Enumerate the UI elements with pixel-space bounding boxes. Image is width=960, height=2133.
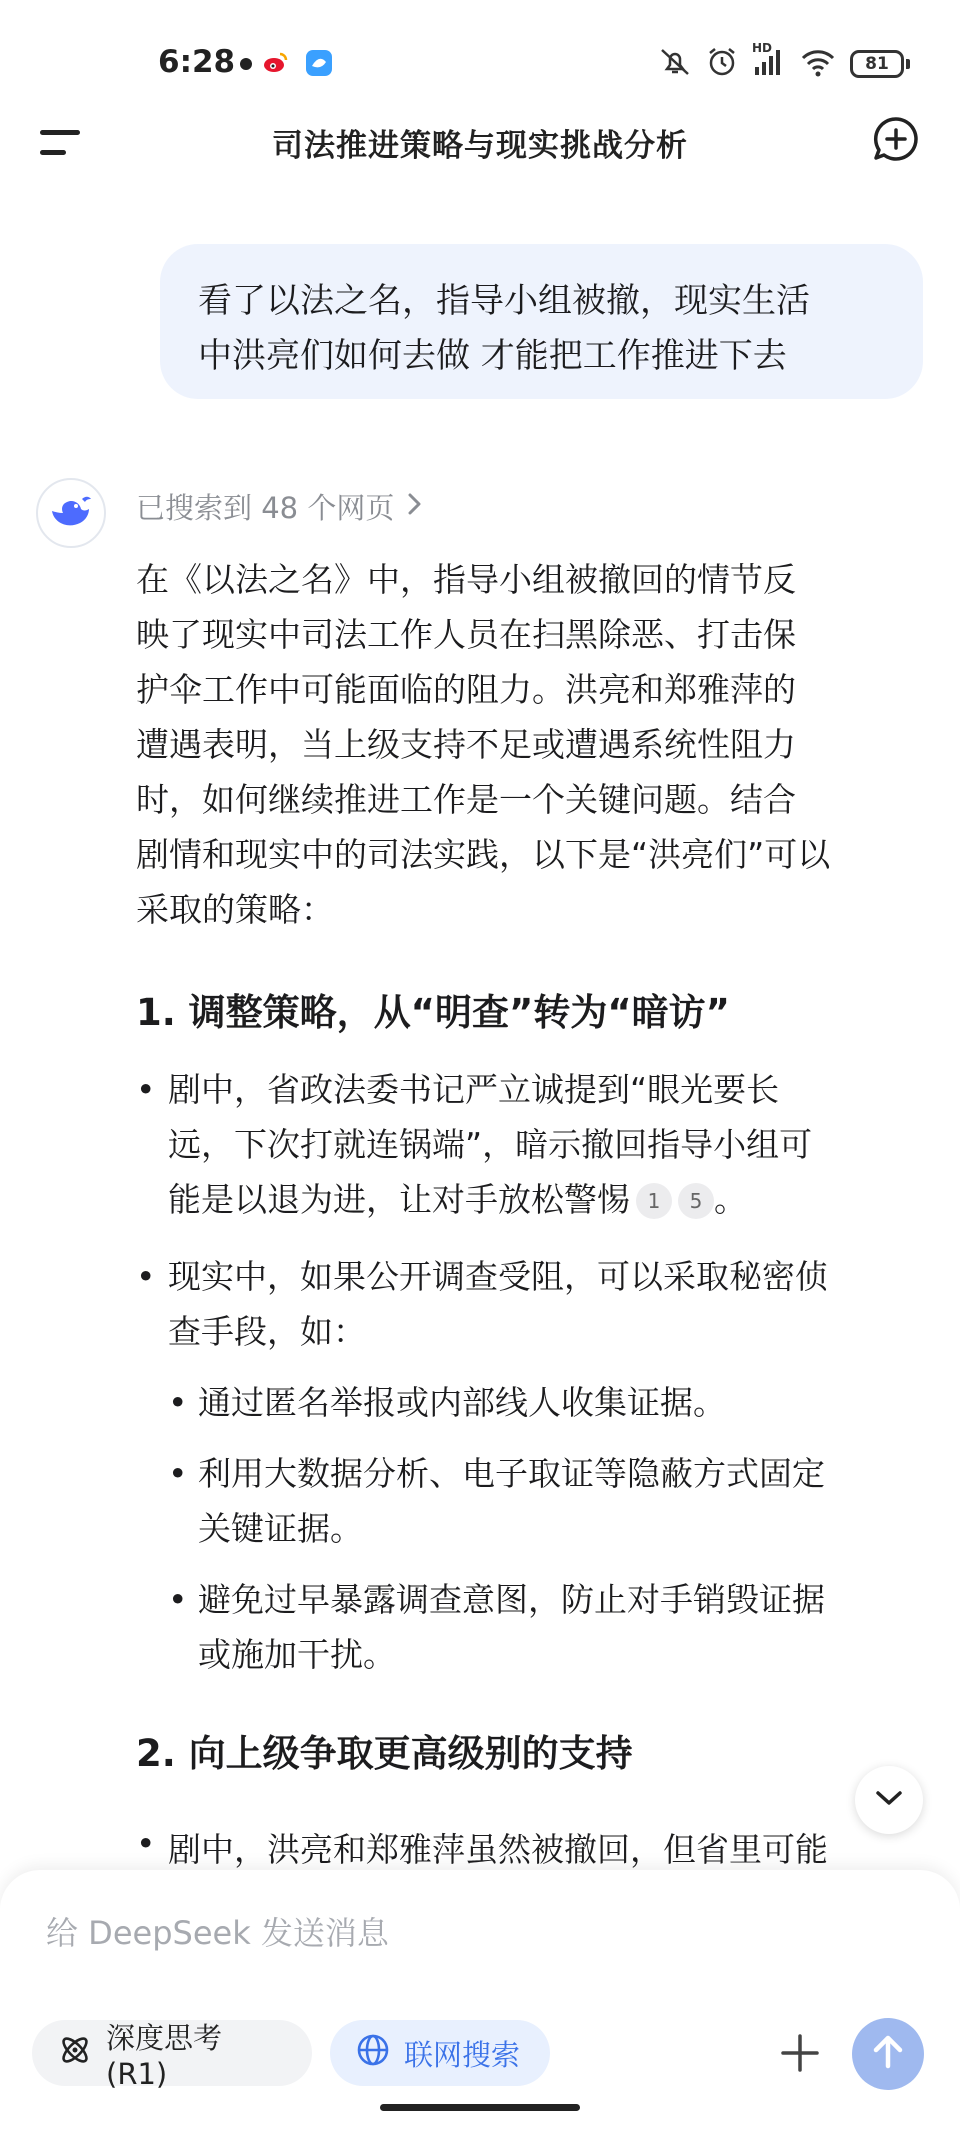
mute-icon [658, 47, 692, 81]
chevron-down-icon [874, 1788, 904, 1812]
send-button[interactable] [852, 2018, 924, 2090]
list-item-end: 。 [714, 1180, 747, 1219]
page-title: 司法推进策略与现实挑战分析 [272, 128, 688, 164]
section-heading: 1. 调整策略，从“明查”转为“暗访” [136, 991, 730, 1034]
sub-list-item-line: 或施加干扰。 [198, 1635, 396, 1674]
partial-list-item-line: 剧中，洪亮和郑雅萍虽然被撤回，但省里可能 [168, 1830, 828, 1869]
battery-level: 81 [865, 54, 889, 74]
list-item-line: 远，下次打就连锅端”，暗示撤回指导小组可 [168, 1125, 813, 1164]
answer-line: 映了现实中司法工作人员在扫黑除恶、打击保 [136, 615, 796, 654]
signal-icon [752, 41, 786, 81]
status-icons [658, 41, 910, 82]
user-message-bubble[interactable] [160, 244, 923, 399]
wifi-icon [800, 47, 836, 81]
notification-dot-icon [240, 58, 252, 70]
list-item [136, 1249, 926, 1682]
home-indicator[interactable] [380, 2104, 580, 2111]
sub-list-item [168, 1375, 926, 1430]
section-heading: 2. 向上级争取更高级别的支持 [136, 1732, 633, 1775]
sub-list-item-line: 利用大数据分析、电子取证等隐蔽方式固定 [198, 1454, 825, 1493]
message-composer [0, 1870, 960, 2133]
search-summary-toggle[interactable] [136, 486, 424, 527]
answer-intro [136, 552, 926, 937]
list-item-line: 查手段，如： [168, 1312, 366, 1351]
arrow-up-icon [870, 2032, 906, 2076]
status-bar [0, 0, 960, 110]
deepseek-avatar-icon [36, 478, 106, 548]
attach-button[interactable] [775, 2028, 825, 2078]
web-search-label: 联网搜索 [404, 2037, 521, 2072]
sub-list-item [168, 1572, 926, 1682]
app-icon [306, 50, 332, 76]
scroll-down-button[interactable] [855, 1766, 923, 1834]
web-search-toggle[interactable] [330, 2020, 550, 2086]
network-label: HD [752, 41, 773, 55]
assistant-answer [136, 552, 926, 1781]
deep-think-toggle[interactable] [32, 2020, 312, 2091]
header [0, 110, 960, 175]
plus-icon [775, 2063, 825, 2082]
answer-line: 采取的策略： [136, 890, 334, 929]
partial-list-item: • 剧中，洪亮和郑雅萍虽然被撤回，但省里可能 [136, 1824, 828, 1869]
chevron-right-icon [406, 490, 424, 524]
answer-line: 剧情和现实中的司法实践，以下是“洪亮们”可以 [136, 835, 831, 874]
answer-line: 护伞工作中可能面临的阻力。洪亮和郑雅萍的 [136, 670, 796, 709]
bullet-list [136, 1062, 926, 1682]
user-message-line: 中洪亮们如何去做 才能把工作推进下去 [198, 336, 787, 376]
status-time: 6:28 [158, 44, 236, 80]
globe-icon [356, 2033, 390, 2074]
list-item [136, 1062, 926, 1227]
citation-badge[interactable]: 5 [678, 1183, 714, 1219]
sub-list-item-line: 避免过早暴露调查意图，防止对手销毁证据 [198, 1580, 825, 1619]
new-chat-icon[interactable] [872, 115, 920, 163]
citation-badge[interactable]: 1 [636, 1183, 672, 1219]
atom-icon [58, 2033, 92, 2074]
list-item-line: 现实中，如果公开调查受阻，可以采取秘密侦 [168, 1257, 828, 1296]
alarm-icon [706, 46, 738, 82]
user-message-line: 看了以法之名，指导小组被撤，现实生活 [198, 281, 810, 321]
answer-line: 在《以法之名》中，指导小组被撤回的情节反 [136, 560, 796, 599]
weibo-icon [262, 50, 288, 76]
search-summary-label: 已搜索到 48 个网页 [136, 491, 395, 525]
list-item-line: 剧中，省政法委书记严立诚提到“眼光要长 [168, 1070, 780, 1109]
message-input[interactable]: 给 DeepSeek 发送消息 [46, 1914, 389, 1952]
sub-list-item-line: 关键证据。 [198, 1509, 363, 1548]
sub-list-item-line: 通过匿名举报或内部线人收集证据。 [198, 1383, 726, 1422]
deep-think-label: 深度思考 (R1) [106, 2020, 223, 2091]
sub-bullet-list [168, 1375, 926, 1682]
answer-line: 时，如何继续推进工作是一个关键问题。结合 [136, 780, 796, 819]
battery-icon [850, 50, 910, 78]
list-item-line: 能是以退为进，让对手放松警惕 [168, 1180, 630, 1219]
answer-line: 遭遇表明，当上级支持不足或遭遇系统性阻力 [136, 725, 796, 764]
sub-list-item [168, 1446, 926, 1556]
